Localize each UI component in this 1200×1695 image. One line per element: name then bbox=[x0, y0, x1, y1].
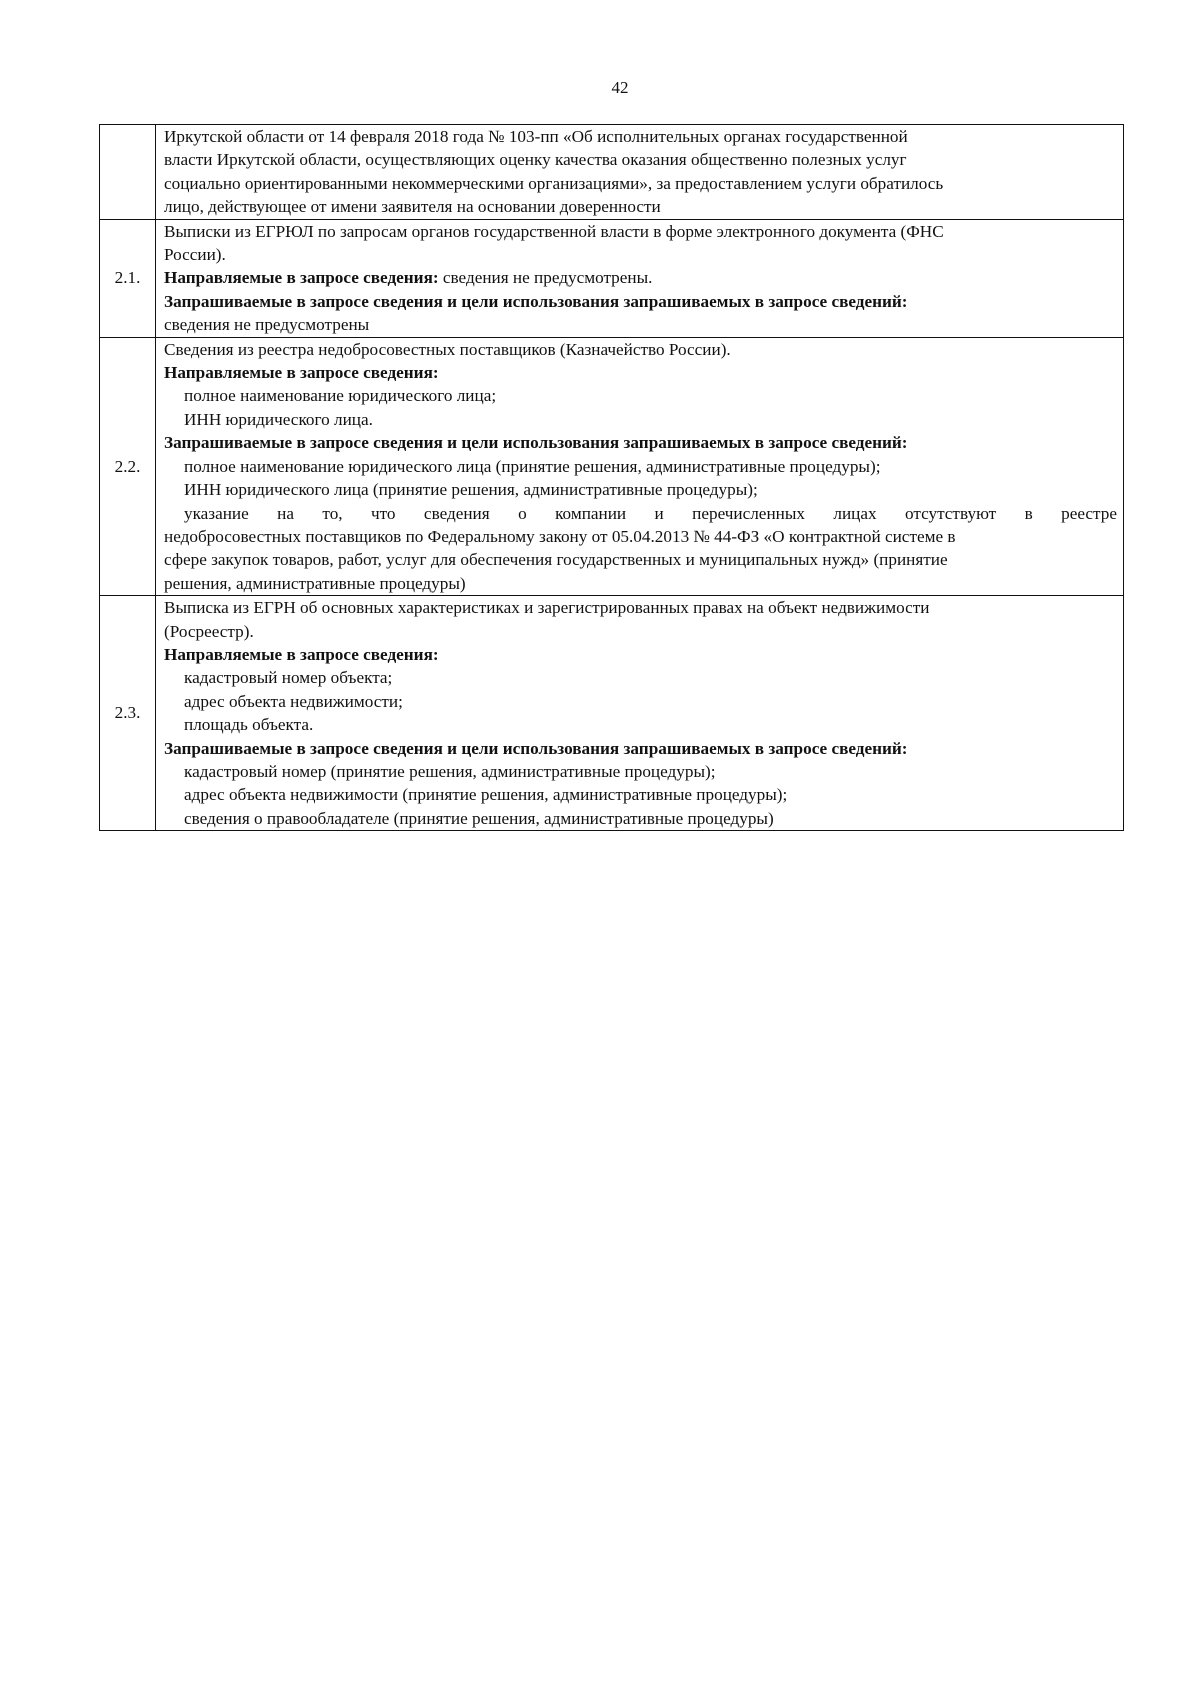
list-item: полное наименование юридического лица (принятие решения, административные процедуры); bbox=[184, 456, 881, 476]
paragraph-line: решения, административные процедуры) bbox=[164, 573, 466, 593]
requested-info-label: Запрашиваемые в запросе сведения и цели использования запрашиваемых в запросе сведений: bbox=[164, 433, 908, 453]
sent-info-value: сведения не предусмотрены. bbox=[438, 268, 653, 288]
list-item: ИНН юридического лица (принятие решения, административные процедуры); bbox=[184, 480, 758, 500]
row-number bbox=[100, 125, 156, 220]
sent-info-label: Направляемые в запросе сведения: bbox=[164, 644, 439, 664]
table-row bbox=[100, 596, 1124, 831]
list-item: адрес объекта недвижимости (принятие решения, административные процедуры); bbox=[184, 785, 788, 805]
row-title: Сведения из реестра недобросовестных поставщиков (Казначейство России). bbox=[164, 339, 731, 359]
list-item: адрес объекта недвижимости; bbox=[184, 691, 403, 711]
list-item: сведения о правообладателе (принятие решения, административные процедуры) bbox=[184, 808, 774, 828]
row-number: 2.1. bbox=[100, 219, 156, 337]
text-line: Иркутской области от 14 февраля 2018 года № 103-пп «Об исполнительных органах государственной bbox=[164, 127, 908, 146]
list-item: кадастровый номер (принятие решения, административные процедуры); bbox=[184, 761, 716, 781]
list-item: кадастровый номер объекта; bbox=[184, 668, 393, 688]
sent-info-line bbox=[164, 266, 1117, 289]
text-line: власти Иркутской области, осуществляющих оценку качества оказания общественно полезных услуг bbox=[164, 150, 907, 170]
text-line: лицо, действующее от имени заявителя на основании доверенности bbox=[164, 197, 661, 217]
text-line: Выписки из ЕГРЮЛ по запросам органов государственной власти в форме электронного документа (ФНС bbox=[164, 221, 944, 241]
list-item: ИНН юридического лица. bbox=[184, 409, 373, 429]
row-number: 2.3. bbox=[100, 596, 156, 831]
requested-info-label: Запрашиваемые в запросе сведения и цели использования запрашиваемых в запросе сведений: bbox=[164, 738, 908, 758]
paragraph-line: указание на то, что сведения о компании и перечисленных лицах отсутствуют в реестре bbox=[184, 503, 1117, 523]
sent-info-label: Направляемые в запросе сведения: bbox=[164, 363, 439, 383]
row-content bbox=[156, 125, 1124, 220]
paragraph-line: сфере закупок товаров, работ, услуг для обеспечения государственных и муниципальных нужд» (принятие bbox=[164, 550, 948, 570]
row-content bbox=[156, 337, 1124, 595]
list-item: полное наименование юридического лица; bbox=[184, 386, 497, 406]
row-number: 2.2. bbox=[100, 337, 156, 595]
requested-info-value: сведения не предусмотрены bbox=[164, 315, 370, 335]
table-row bbox=[100, 337, 1124, 595]
row-content bbox=[156, 219, 1124, 337]
text-line: России). bbox=[164, 245, 226, 265]
paragraph-line: недобросовестных поставщиков по Федеральному закону от 05.04.2013 № 44-ФЗ «О контрактной системе в bbox=[164, 526, 956, 546]
text-line: Выписка из ЕГРН об основных характеристиках и зарегистрированных правах на объект недвижимости bbox=[164, 598, 930, 618]
table-row bbox=[100, 125, 1124, 220]
services-table bbox=[99, 124, 1124, 831]
requested-info-label: Запрашиваемые в запросе сведения и цели использования запрашиваемых в запросе сведений: bbox=[164, 291, 908, 311]
page-number: 42 bbox=[611, 78, 629, 97]
list-item: площадь объекта. bbox=[184, 715, 314, 735]
row-content bbox=[156, 596, 1124, 831]
sent-info-label: Направляемые в запросе сведения: bbox=[164, 268, 439, 288]
text-line: социально ориентированными некоммерческими организациями», за предоставлением услуги обратилось bbox=[164, 173, 944, 193]
text-line: (Росреестр). bbox=[164, 621, 254, 641]
table-row bbox=[100, 219, 1124, 337]
